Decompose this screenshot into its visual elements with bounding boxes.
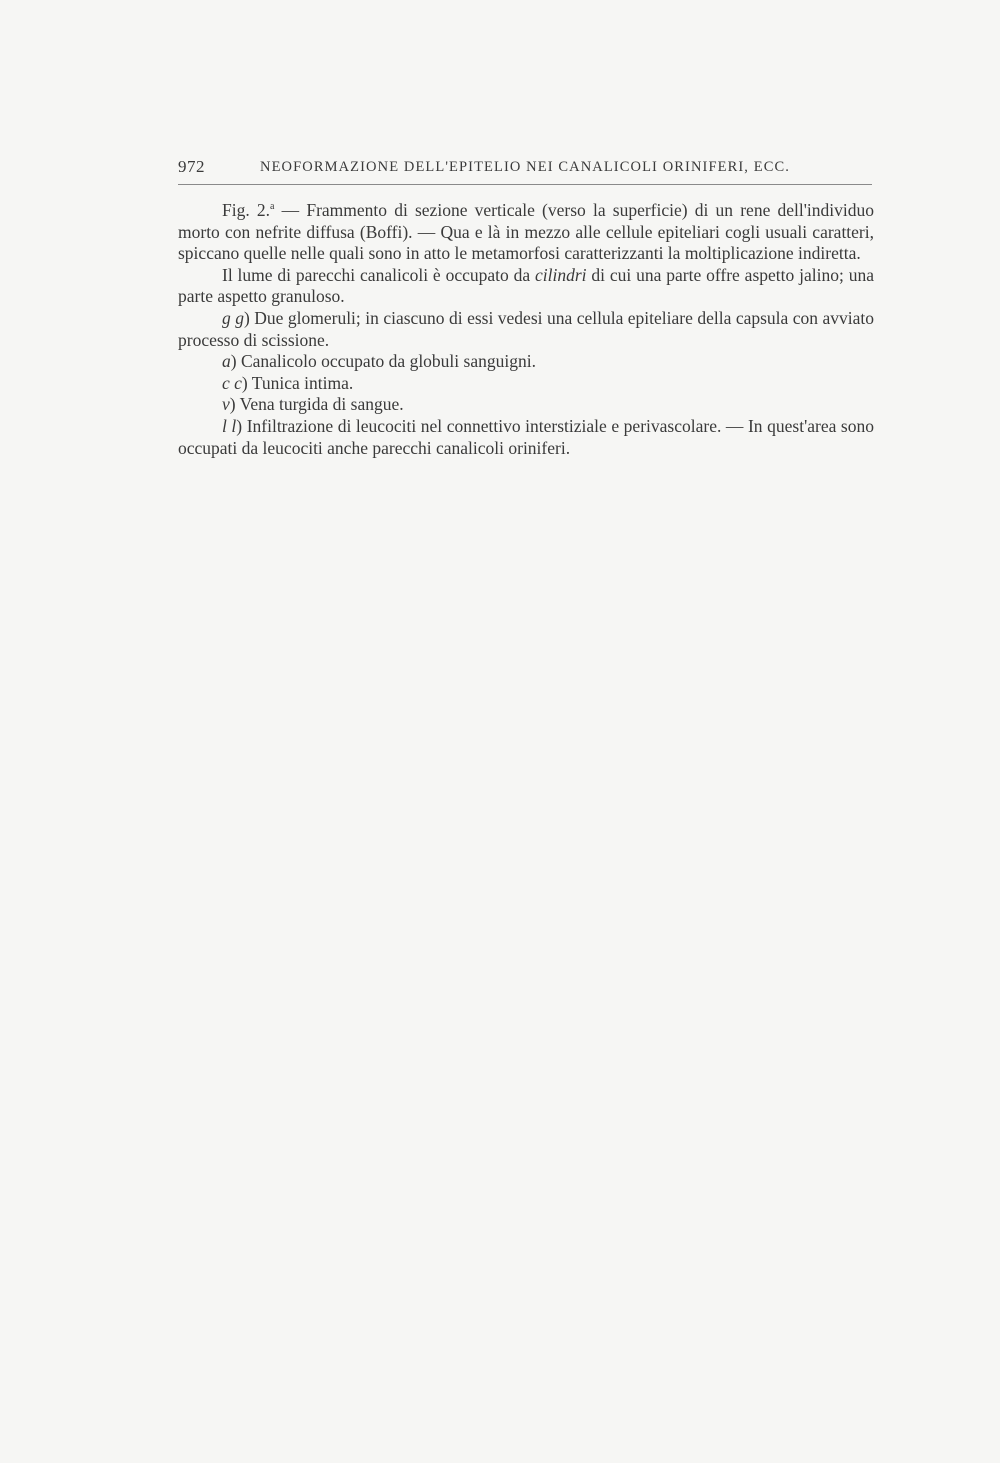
caption-paragraph-cylinders	[178, 265, 874, 308]
legend-key: l l	[222, 415, 237, 436]
paragraph-text: di cui una parte offre aspetto jalino; una parte aspetto granuloso.	[178, 264, 874, 307]
legend-key: a	[222, 351, 231, 372]
legend-item-infiltrazione	[178, 416, 874, 459]
figure-label: Fig. 2.	[222, 200, 271, 220]
figure-label-superscript: a	[270, 201, 275, 212]
legend-item-glomeruli	[178, 308, 874, 351]
legend-item-vena	[178, 394, 874, 416]
legend-item-tunica	[178, 373, 874, 395]
running-head	[178, 157, 872, 181]
legend-item-canalicolo	[178, 351, 874, 373]
legend-text: ) Due glomeruli; in ciascuno di essi vedesi una cellula epiteliare della capsula con avviato processo di scissione.	[178, 307, 874, 350]
caption-paragraph-intro	[178, 200, 874, 265]
paragraph-text: Il lume di parecchi canalicoli è occupato da	[222, 264, 535, 285]
legend-text: ) Canalicolo occupato da globuli sanguigni.	[230, 351, 536, 372]
legend-text: ) Infiltrazione di leucociti nel connettivo interstiziale e perivascolare. — In quest'area sono occupati da leucociti anche parecchi canalicoli oriniferi.	[178, 415, 874, 458]
legend-text: ) Tunica intima.	[241, 372, 354, 393]
figure-description: — Frammento di sezione verticale (verso la superficie) di un rene dell'individuo morto con nefrite diffusa (Boffi). — Qua e là in mezzo alle cellule epiteliari cogli usuali caratteri, spiccano quelle nelle quali sono in atto le metamorfosi caratterizzanti la moltiplicazione indiretta.	[178, 200, 874, 264]
legend-text: ) Vena turgida di sangue.	[229, 394, 404, 415]
italic-term-cilindri: cilindri	[535, 264, 587, 285]
legend-key: c c	[222, 372, 242, 393]
legend-key: g g	[222, 307, 244, 328]
header-rule	[178, 184, 872, 185]
page-number: 972	[178, 157, 205, 176]
legend-key: v	[222, 394, 230, 415]
figure-caption	[178, 200, 874, 459]
running-title: NEOFORMAZIONE DELL'EPITELIO NEI CANALICOLI ORINIFERI, ECC.	[260, 159, 790, 175]
